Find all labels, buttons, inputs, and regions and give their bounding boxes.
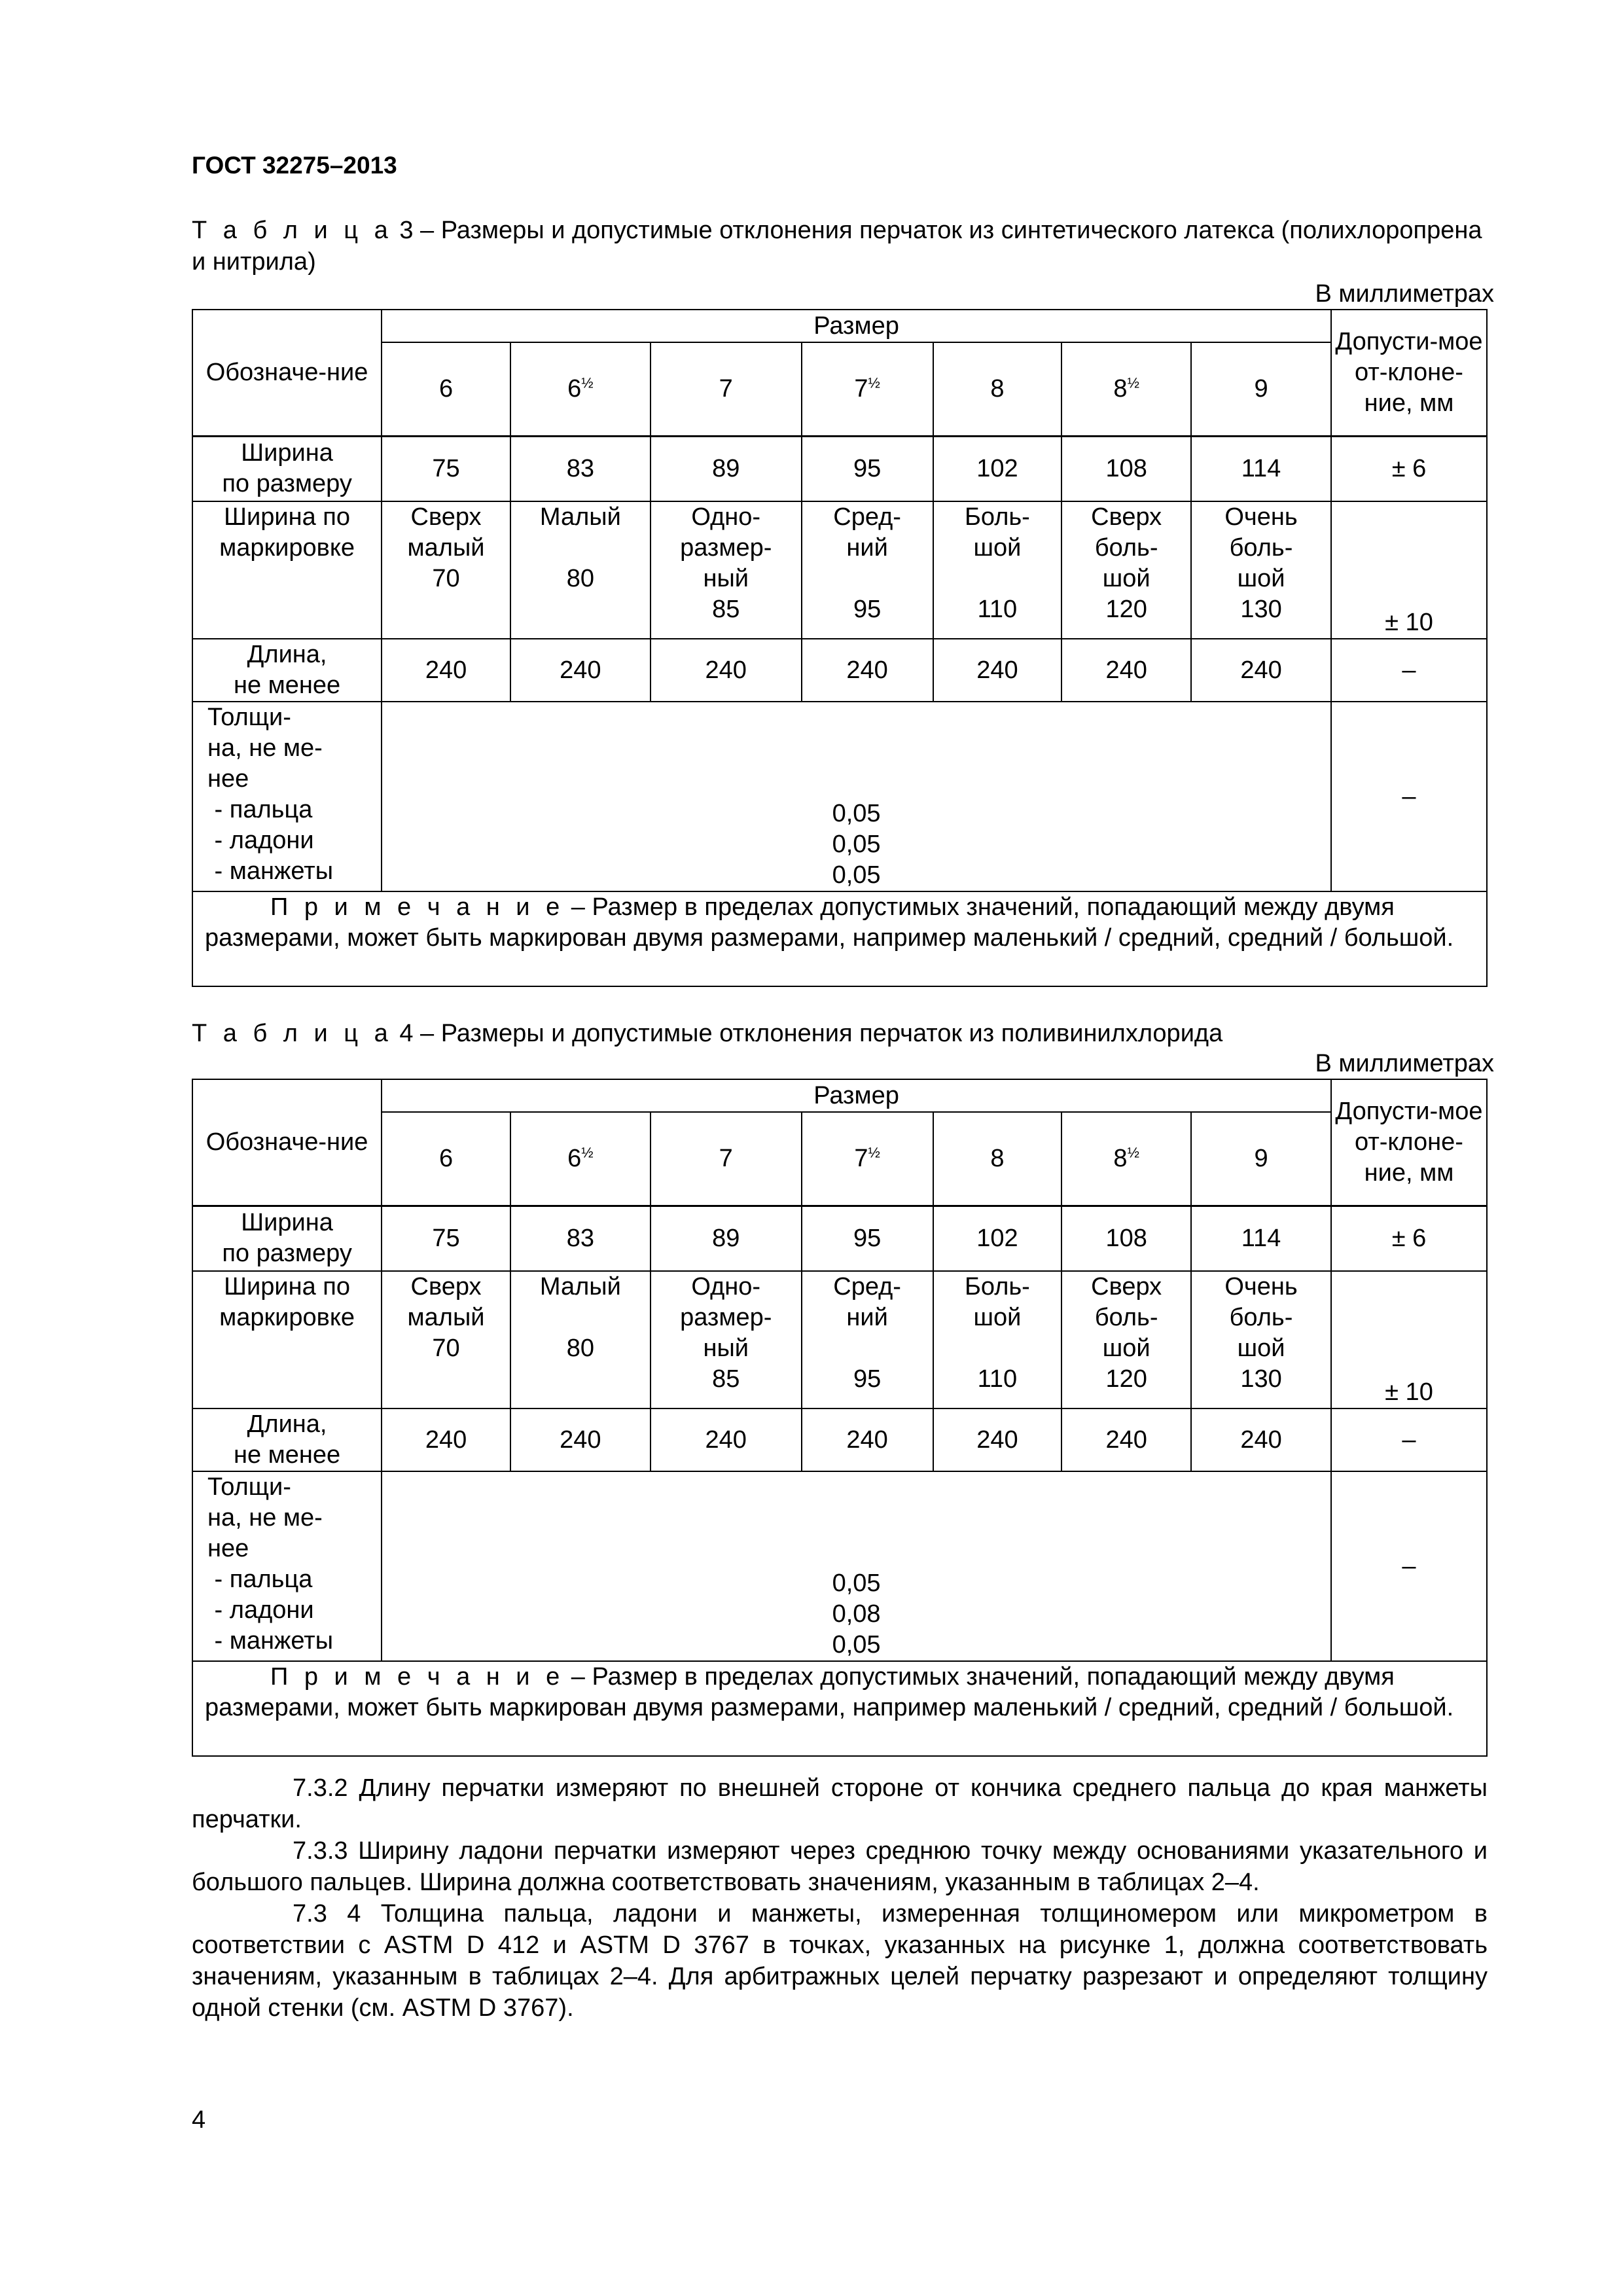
length-tolerance: –	[1331, 1408, 1487, 1471]
size-cell: 9	[1191, 1112, 1331, 1206]
length-value: 240	[382, 639, 510, 702]
size-header: Размер	[382, 1079, 1331, 1112]
table3-units: В миллиметрах	[1315, 280, 1494, 308]
tolerance-header: Допусти-мое от-клоне-ние, мм	[1331, 310, 1487, 436]
size-cell: 8	[933, 1112, 1062, 1206]
length-value: 240	[933, 1408, 1062, 1471]
length-value: 240	[802, 639, 933, 702]
thickness-values: 0,05 0,08 0,05	[382, 1471, 1331, 1661]
marking-tolerance: ± 10	[1331, 501, 1487, 639]
table4-units: В миллиметрах	[1315, 1050, 1494, 1077]
body-text	[192, 1772, 1488, 2024]
table-note: П р и м е ч а н и е – Размер в пределах допустимых значений, попадающий между двумя размерами, может быть маркирован двумя размерами, например маленький / средний, средний / большой.	[192, 1661, 1487, 1756]
width-tolerance: ± 6	[1331, 436, 1487, 501]
length-value: 240	[933, 639, 1062, 702]
marking-value: Сред- ний 95	[802, 1271, 933, 1408]
table3	[192, 309, 1488, 987]
length-value: 240	[1191, 639, 1331, 702]
width-tolerance: ± 6	[1331, 1206, 1487, 1271]
size-cell: 7	[651, 1112, 802, 1206]
size-cell: 6	[382, 1112, 510, 1206]
width-value: 83	[510, 436, 651, 501]
table3-caption-label: Т а б л и ц а	[192, 217, 393, 244]
width-value: 75	[382, 1206, 510, 1271]
size-cell: $8^{\frac{1}{2}}$	[1061, 342, 1191, 436]
table4-caption-text: 4 – Размеры и допустимые отклонения перчаток из поливинилхлорида	[399, 1020, 1223, 1047]
length-value: 240	[1061, 639, 1191, 702]
width-label: Ширина по размеру	[192, 1206, 382, 1271]
size-cell: $8^{\frac{1}{2}}$	[1061, 1112, 1191, 1206]
length-label: Длина, не менее	[192, 639, 382, 702]
table4-caption-label: Т а б л и ц а	[192, 1020, 393, 1047]
length-value: 240	[802, 1408, 933, 1471]
width-value: 114	[1191, 1206, 1331, 1271]
table-note: П р и м е ч а н и е – Размер в пределах допустимых значений, попадающий между двумя размерами, может быть маркирован двумя размерами, например маленький / средний, средний / большой.	[192, 891, 1487, 986]
paragraph-7-3-3: 7.3.3 Ширину ладони перчатки измеряют через среднюю точку между основаниями указательного и большого пальцев. Ширина должна соответствовать значениям, указанным в таблицах 2–4.	[192, 1837, 1488, 1896]
marking-value: Одно- размер- ный 85	[651, 1271, 802, 1408]
marking-value: Одно- размер- ный 85	[651, 501, 802, 639]
length-value: 240	[1191, 1408, 1331, 1471]
paragraph-7-3-2: 7.3.2 Длину перчатки измеряют по внешней стороне от кончика среднего пальца до края манжеты перчатки.	[192, 1774, 1488, 1833]
length-value: 240	[651, 639, 802, 702]
marking-value: Сверх боль- шой 120	[1061, 501, 1191, 639]
size-header: Размер	[382, 310, 1331, 342]
thickness-label: Толщи- на, не ме- нее - пальца - ладони - манжеты	[192, 702, 382, 891]
width-value: 108	[1061, 1206, 1191, 1271]
length-tolerance: –	[1331, 639, 1487, 702]
designation-header: Обозначе-ние	[192, 310, 382, 436]
length-value: 240	[510, 639, 651, 702]
thickness-tolerance: –	[1331, 702, 1487, 891]
width-value: 89	[651, 436, 802, 501]
designation-header: Обозначе-ние	[192, 1079, 382, 1206]
size-cell: 8	[933, 342, 1062, 436]
table3-caption-text: 3 – Размеры и допустимые отклонения перчаток из синтетического латекса (полихлоропрена и нитрила)	[192, 217, 1482, 276]
marking-value: Малый 80	[510, 1271, 651, 1408]
thickness-values: 0,05 0,05 0,05	[382, 702, 1331, 891]
marking-value: Сверх боль- шой 120	[1061, 1271, 1191, 1408]
document-header: ГОСТ 32275–2013	[192, 152, 397, 179]
size-cell: $7^{\frac{1}{2}}$	[802, 1112, 933, 1206]
marking-tolerance: ± 10	[1331, 1271, 1487, 1408]
width-value: 83	[510, 1206, 651, 1271]
width-value: 114	[1191, 436, 1331, 501]
tolerance-header: Допусти-мое от-клоне-ние, мм	[1331, 1079, 1487, 1206]
thickness-tolerance: –	[1331, 1471, 1487, 1661]
table4	[192, 1079, 1488, 1757]
width-value: 75	[382, 436, 510, 501]
marking-value: Сверх малый 70	[382, 1271, 510, 1408]
size-cell: $6^{\frac{1}{2}}$	[510, 342, 651, 436]
length-value: 240	[1061, 1408, 1191, 1471]
marking-value: Очень боль- шой 130	[1191, 501, 1331, 639]
marking-value: Боль- шой 110	[933, 1271, 1062, 1408]
paragraph-7-3-4: 7.3 4 Толщина пальца, ладони и манжеты, измеренная толщиномером или микрометром в соответствии с ASTM D 412 и ASTM D 3767 в точках, указанных на рисунке 1, должна соответствовать значениям, указанным в таблицах 2–4. Для арбитражных целей перчатку разрезают и определяют толщину одной стенки (см. ASTM D 3767).	[192, 1900, 1488, 2022]
page-number: 4	[192, 2106, 206, 2134]
length-value: 240	[382, 1408, 510, 1471]
width-value: 102	[933, 436, 1062, 501]
marking-label: Ширина по маркировке	[192, 1271, 382, 1408]
width-label: Ширина по размеру	[192, 436, 382, 501]
marking-value: Сред- ний 95	[802, 501, 933, 639]
width-value: 108	[1061, 436, 1191, 501]
width-value: 89	[651, 1206, 802, 1271]
size-cell: 6	[382, 342, 510, 436]
marking-label: Ширина по маркировке	[192, 501, 382, 639]
width-value: 102	[933, 1206, 1062, 1271]
marking-value: Боль- шой 110	[933, 501, 1062, 639]
thickness-label: Толщи- на, не ме- нее - пальца - ладони - манжеты	[192, 1471, 382, 1661]
length-value: 240	[510, 1408, 651, 1471]
width-value: 95	[802, 1206, 933, 1271]
table4-caption	[192, 1018, 1494, 1049]
size-cell: 9	[1191, 342, 1331, 436]
marking-value: Сверх малый 70	[382, 501, 510, 639]
marking-value: Малый 80	[510, 501, 651, 639]
size-cell: $6^{\frac{1}{2}}$	[510, 1112, 651, 1206]
marking-value: Очень боль- шой 130	[1191, 1271, 1331, 1408]
length-value: 240	[651, 1408, 802, 1471]
size-cell: 7	[651, 342, 802, 436]
length-label: Длина, не менее	[192, 1408, 382, 1471]
table3-caption	[192, 215, 1494, 278]
width-value: 95	[802, 436, 933, 501]
size-cell: $7^{\frac{1}{2}}$	[802, 342, 933, 436]
